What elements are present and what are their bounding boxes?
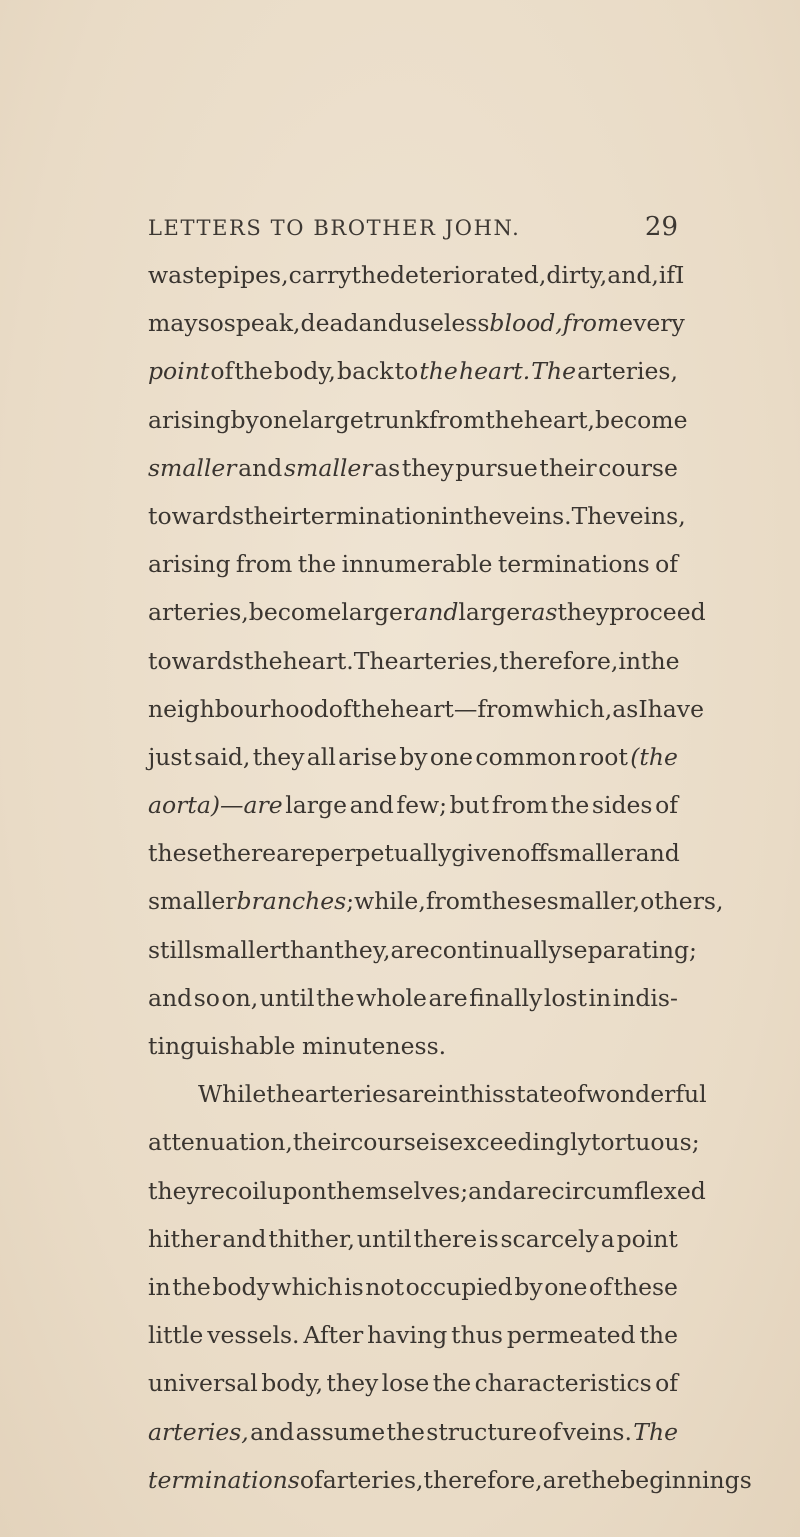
word: the bbox=[172, 1272, 211, 1301]
word: from bbox=[425, 887, 483, 916]
word: ; bbox=[689, 935, 697, 964]
word: the bbox=[432, 1369, 472, 1398]
word: thither, bbox=[268, 1224, 356, 1253]
word: and bbox=[414, 598, 459, 627]
word: the bbox=[297, 550, 337, 579]
text-line bbox=[148, 540, 678, 588]
text-line bbox=[148, 781, 678, 829]
word: tinguishable bbox=[148, 1032, 296, 1060]
text-line bbox=[148, 251, 685, 299]
word: the bbox=[641, 646, 680, 675]
text-line bbox=[148, 396, 688, 444]
word: indis- bbox=[612, 983, 678, 1012]
word: useless bbox=[402, 309, 490, 338]
word: recoil bbox=[199, 1176, 268, 1205]
word: dead bbox=[300, 309, 359, 338]
word: given bbox=[451, 839, 517, 868]
word: permeated bbox=[506, 1321, 636, 1350]
text-line bbox=[148, 1311, 678, 1359]
word: arteries bbox=[304, 1080, 399, 1109]
word: wonderful bbox=[585, 1080, 707, 1109]
word: (the bbox=[630, 742, 678, 771]
word: aorta)—are bbox=[148, 791, 283, 820]
word: their bbox=[292, 1128, 351, 1157]
text-line bbox=[148, 1263, 678, 1311]
word: After bbox=[303, 1321, 364, 1350]
word: from bbox=[428, 405, 486, 434]
word: are bbox=[398, 1080, 438, 1109]
word: few; bbox=[396, 791, 448, 820]
word: but bbox=[449, 791, 490, 820]
word: of bbox=[562, 1080, 586, 1109]
word: as bbox=[374, 453, 401, 482]
word: the bbox=[463, 501, 503, 530]
word: termination bbox=[301, 501, 442, 530]
word: point bbox=[148, 357, 210, 386]
word: and bbox=[148, 983, 193, 1012]
word: the bbox=[419, 357, 458, 386]
word: body, bbox=[274, 357, 336, 386]
body-text bbox=[148, 251, 752, 1504]
word: smaller bbox=[148, 453, 237, 482]
word: by bbox=[230, 405, 259, 434]
word: root bbox=[578, 742, 628, 771]
word: these bbox=[613, 1272, 678, 1301]
word: state bbox=[504, 1080, 563, 1109]
text-line bbox=[148, 974, 678, 1022]
word: larger bbox=[341, 598, 415, 627]
word: and, bbox=[607, 261, 659, 289]
word: their bbox=[244, 501, 302, 530]
text-line bbox=[148, 637, 678, 685]
word: The bbox=[353, 646, 399, 675]
text-line bbox=[148, 492, 686, 540]
word: therefore, bbox=[499, 646, 619, 675]
word: I bbox=[675, 261, 685, 289]
word: lost bbox=[543, 983, 587, 1012]
word: themselves; bbox=[326, 1176, 469, 1205]
word: back bbox=[337, 357, 394, 386]
word: heart, bbox=[523, 405, 596, 434]
word: of bbox=[655, 550, 678, 579]
word: in bbox=[441, 501, 464, 530]
word: become bbox=[248, 598, 342, 627]
word: the bbox=[266, 1080, 305, 1109]
word: and bbox=[468, 1176, 513, 1205]
word: while, bbox=[354, 887, 426, 916]
word: this bbox=[459, 1080, 505, 1109]
word: all bbox=[306, 742, 336, 771]
word: lose bbox=[381, 1369, 430, 1398]
word: of bbox=[589, 1272, 612, 1301]
text-line bbox=[148, 877, 724, 925]
word: and bbox=[358, 309, 403, 338]
word: carry bbox=[288, 261, 352, 289]
word: the bbox=[639, 1321, 678, 1350]
word: body bbox=[212, 1272, 270, 1301]
word: arteries, bbox=[398, 646, 500, 675]
word: in bbox=[148, 1272, 171, 1301]
word: speak, bbox=[223, 309, 301, 338]
word: separating bbox=[561, 935, 690, 964]
word: of bbox=[299, 1465, 323, 1494]
word: veins. bbox=[502, 501, 572, 530]
word: terminations bbox=[497, 550, 650, 579]
word: of bbox=[210, 357, 234, 386]
word: little bbox=[148, 1321, 204, 1350]
word: common bbox=[475, 742, 577, 771]
word: they bbox=[148, 1176, 200, 1205]
word: arise bbox=[338, 742, 397, 771]
word: dirty, bbox=[546, 261, 608, 289]
word: off bbox=[516, 839, 548, 868]
word: if bbox=[658, 261, 676, 289]
word: which, bbox=[533, 694, 613, 723]
word: continually bbox=[429, 935, 562, 964]
word: their bbox=[539, 453, 597, 482]
word: point bbox=[616, 1224, 678, 1253]
text-line bbox=[148, 1359, 678, 1407]
word: one bbox=[429, 742, 474, 771]
word: become bbox=[595, 405, 688, 434]
word: smaller, bbox=[546, 887, 641, 916]
word: these bbox=[148, 839, 213, 868]
word: and bbox=[250, 1417, 295, 1446]
word: finally bbox=[469, 983, 543, 1012]
word: the bbox=[485, 405, 524, 434]
word: one bbox=[258, 405, 303, 434]
word: beginnings bbox=[620, 1465, 752, 1494]
word: and bbox=[635, 839, 680, 868]
word: are bbox=[428, 983, 468, 1012]
word: by bbox=[514, 1272, 543, 1301]
word: until bbox=[259, 983, 315, 1012]
word: one bbox=[544, 1272, 588, 1301]
word: there bbox=[413, 1224, 478, 1253]
word: sides bbox=[591, 791, 653, 820]
word: in bbox=[588, 983, 612, 1012]
word: they bbox=[252, 742, 305, 771]
word: may bbox=[148, 309, 198, 338]
word: vessels. bbox=[207, 1321, 300, 1350]
text-line bbox=[148, 1118, 700, 1166]
word: ; bbox=[346, 887, 355, 916]
text-line bbox=[148, 588, 706, 636]
text-line bbox=[148, 1070, 707, 1118]
word: are bbox=[390, 935, 430, 964]
word: from bbox=[235, 550, 293, 579]
word: so bbox=[197, 309, 224, 338]
text-line bbox=[148, 299, 685, 347]
word: in bbox=[437, 1080, 460, 1109]
word: waste bbox=[148, 261, 218, 289]
word: smaller bbox=[547, 839, 636, 868]
word: heart. bbox=[282, 646, 354, 675]
word: arteries, bbox=[322, 1465, 424, 1494]
word: characteristics bbox=[474, 1369, 652, 1398]
word: arising bbox=[148, 550, 231, 579]
word: by bbox=[399, 742, 428, 771]
word: course bbox=[598, 453, 678, 482]
word: so bbox=[193, 983, 220, 1012]
text-line bbox=[148, 829, 678, 877]
word: the bbox=[386, 1417, 425, 1446]
word: The bbox=[633, 1417, 678, 1446]
word: The bbox=[531, 357, 577, 386]
word: a bbox=[600, 1224, 615, 1253]
word: the bbox=[351, 694, 391, 723]
word: the bbox=[351, 261, 391, 289]
word: occupied bbox=[405, 1272, 513, 1301]
word: deteriorated, bbox=[390, 261, 547, 289]
word: upon bbox=[267, 1176, 327, 1205]
word: heart—from bbox=[390, 694, 534, 723]
word: neighbourhood bbox=[148, 694, 329, 723]
word: they bbox=[401, 453, 454, 482]
text-line bbox=[148, 444, 678, 492]
word: whole bbox=[356, 983, 427, 1012]
word: which bbox=[271, 1272, 343, 1301]
word: arteries, bbox=[577, 357, 678, 386]
word: is bbox=[344, 1272, 364, 1301]
word: the bbox=[550, 791, 590, 820]
running-head: LETTERS TO BROTHER JOHN. bbox=[148, 216, 521, 240]
word: having bbox=[367, 1321, 448, 1350]
text-line bbox=[148, 1408, 678, 1456]
word: assume bbox=[295, 1417, 386, 1446]
word: as bbox=[531, 598, 558, 627]
word: the bbox=[244, 646, 283, 675]
word: are bbox=[512, 1176, 552, 1205]
word: until bbox=[356, 1224, 412, 1253]
word: blood, bbox=[489, 309, 563, 338]
word: heart. bbox=[458, 357, 531, 386]
word: they bbox=[326, 1369, 379, 1398]
word: scarcely bbox=[500, 1224, 599, 1253]
word: are bbox=[276, 839, 316, 868]
word: large bbox=[302, 405, 364, 434]
word: I bbox=[638, 694, 648, 723]
word: the bbox=[234, 357, 273, 386]
word: terminations bbox=[148, 1465, 300, 1494]
word: veins. bbox=[562, 1417, 632, 1446]
word: towards bbox=[148, 646, 245, 675]
word: structure bbox=[426, 1417, 538, 1446]
word: pursue bbox=[455, 453, 538, 482]
word: is bbox=[479, 1224, 499, 1253]
text-line bbox=[148, 347, 678, 395]
word: still bbox=[148, 935, 193, 964]
word: they bbox=[557, 598, 610, 627]
word: the bbox=[316, 983, 355, 1012]
word: just bbox=[148, 742, 192, 771]
text-line bbox=[148, 733, 678, 781]
page-header bbox=[148, 212, 678, 256]
word: and bbox=[238, 453, 283, 482]
word: exceedingly bbox=[449, 1128, 591, 1157]
word: the bbox=[581, 1465, 621, 1494]
word: circumflexed bbox=[551, 1176, 706, 1205]
word: body, bbox=[261, 1369, 324, 1398]
word: smaller bbox=[192, 935, 281, 964]
word: tortuous bbox=[590, 1128, 692, 1157]
word: of bbox=[538, 1417, 562, 1446]
word: smaller bbox=[283, 453, 373, 482]
word: to bbox=[394, 357, 419, 386]
text-line bbox=[148, 685, 704, 733]
text-line bbox=[148, 1456, 752, 1504]
word: as bbox=[612, 694, 639, 723]
word: minuteness. bbox=[302, 1032, 447, 1060]
word: every bbox=[619, 309, 685, 338]
word: from bbox=[491, 791, 549, 820]
text-line bbox=[148, 1167, 706, 1215]
word: smaller bbox=[148, 887, 237, 916]
word: course bbox=[350, 1128, 430, 1157]
word: they, bbox=[334, 935, 391, 964]
word: While bbox=[198, 1080, 267, 1109]
word: thus bbox=[451, 1321, 503, 1350]
word: veins, bbox=[616, 501, 686, 530]
word: and bbox=[349, 791, 394, 820]
word: innumerable bbox=[341, 550, 493, 579]
word: branches bbox=[236, 887, 347, 916]
text-line bbox=[148, 926, 697, 974]
word: others, bbox=[640, 887, 724, 916]
word: large bbox=[285, 791, 347, 820]
word: pipes, bbox=[217, 261, 289, 289]
word: of bbox=[655, 1369, 678, 1398]
word: perpetually bbox=[315, 839, 452, 868]
page-number: 29 bbox=[644, 212, 678, 242]
word: there bbox=[212, 839, 277, 868]
word: than bbox=[280, 935, 335, 964]
word: hither bbox=[148, 1224, 221, 1253]
word: universal bbox=[148, 1369, 258, 1398]
word: therefore, bbox=[423, 1465, 543, 1494]
word: proceed bbox=[609, 598, 706, 627]
word: towards bbox=[148, 501, 245, 530]
word: arteries, bbox=[148, 598, 249, 627]
word: on, bbox=[221, 983, 259, 1012]
word: of bbox=[328, 694, 352, 723]
word: from bbox=[562, 309, 620, 338]
word: larger bbox=[458, 598, 532, 627]
word: arteries, bbox=[148, 1417, 249, 1446]
word: ; bbox=[691, 1128, 700, 1157]
word: have bbox=[647, 694, 704, 723]
word: not bbox=[365, 1272, 405, 1301]
word: and bbox=[222, 1224, 267, 1253]
word: attenuation, bbox=[148, 1128, 293, 1157]
word: said, bbox=[194, 742, 251, 771]
text-line bbox=[148, 1215, 678, 1263]
text-line bbox=[148, 1022, 678, 1070]
word: arising bbox=[148, 405, 231, 434]
word: are bbox=[542, 1465, 582, 1494]
word: of bbox=[655, 791, 678, 820]
word: these bbox=[482, 887, 547, 916]
word: trunk bbox=[363, 405, 429, 434]
word: The bbox=[571, 501, 617, 530]
word: in bbox=[618, 646, 642, 675]
word: is bbox=[429, 1128, 450, 1157]
